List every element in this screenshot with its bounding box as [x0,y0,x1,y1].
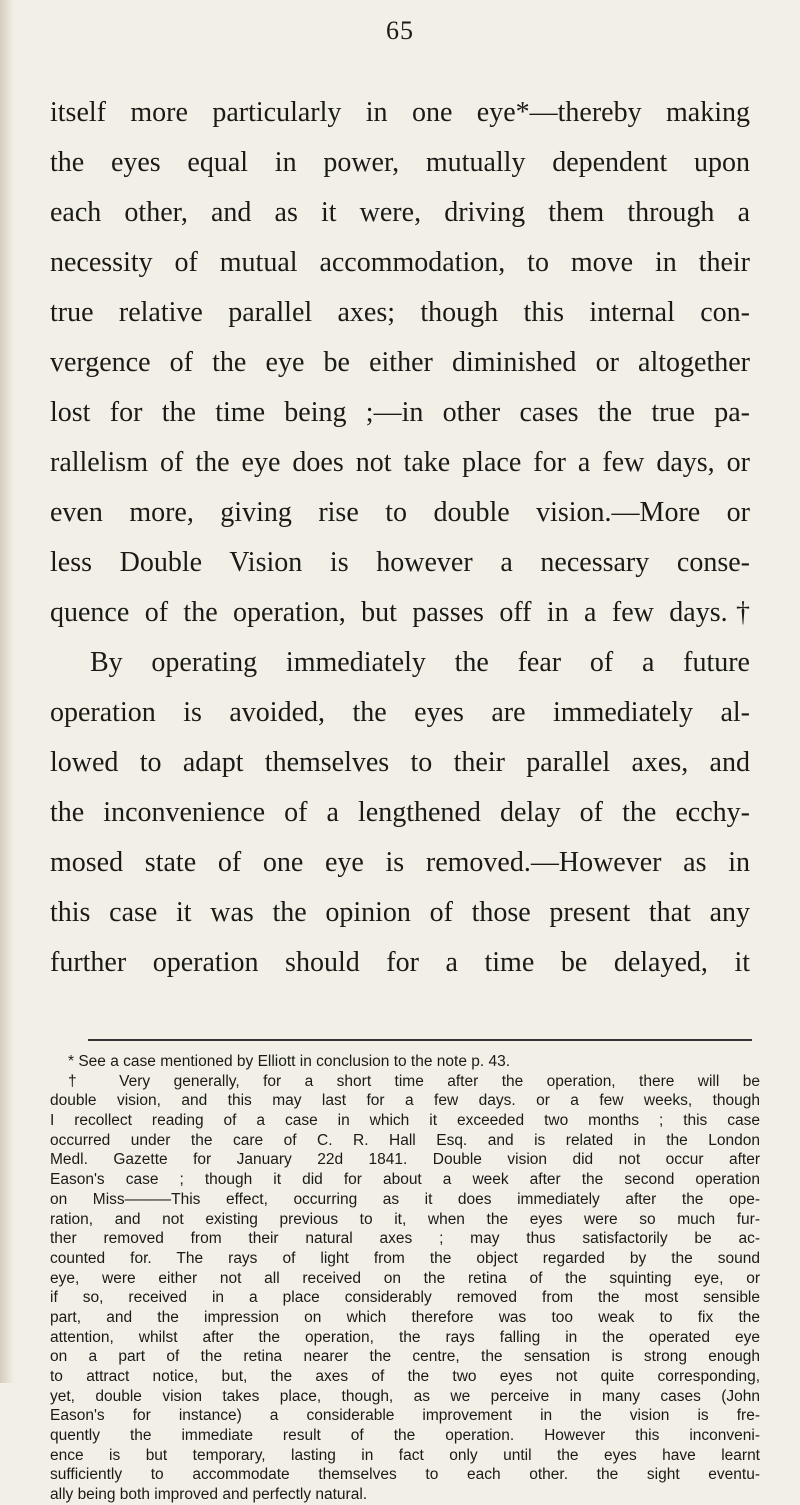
body-line: less Double Vision is however a necessary conse- [50,547,750,578]
body-line: each other, and as it were, driving them through a [50,197,750,228]
footnote-line: counted for. The rays of light from the object regarded by the sound [50,1249,760,1267]
body-line: the eyes equal in power, mutually dependent upon [50,147,750,178]
body-line: the inconvenience of a lengthened delay of the ecchy- [50,797,750,828]
footnote-line: I recollect reading of a case in which it exceeded two months ; this case [50,1112,760,1130]
body-line: rallelism of the eye does not take place for a few days, or [50,447,750,478]
footnote-line: sufficiently to accommodate themselves to each other. the sight eventu- [50,1466,760,1484]
footnote-line: on Miss———This effect, occurring as it does immediately after the ope- [50,1190,760,1208]
footnote-line: if so, received in a place considerably removed from the most sensible [50,1289,760,1307]
footnote-line: Eason's case ; though it did for about a week after the second operation [50,1171,760,1189]
page-edge-shadow [0,0,14,1383]
footnote-divider [88,1039,752,1041]
body-line: even more, giving rise to double vision.—More or [50,497,750,528]
body-line: this case it was the opinion of those present that any [50,897,750,928]
footnote-line: Medl. Gazette for January 22d 1841. Double vision did not occur after [50,1151,760,1169]
footnote-line: quently the immediate result of the operation. However this inconveni- [50,1427,760,1445]
footnote-line: * See a case mentioned by Elliott in conclusion to the note p. 43. [68,1053,511,1070]
footnote-line: Eason's for instance) a considerable improvement in the vision is fre- [50,1407,760,1425]
body-line: quence of the operation, but passes off in a few days.† [50,597,750,628]
footnote-line: part, and the impression on which therefore was too weak to fix the [50,1308,760,1326]
body-text [50,88,750,988]
footnote-line: yet, double vision takes place, though, as we perceive in many cases (John [50,1387,760,1405]
footnote-line: † Very generally, for a short time after the operation, there will be [68,1072,760,1090]
body-line: operation is avoided, the eyes are immediately al- [50,697,750,728]
footnote-line: ence is but temporary, lasting in fact only until the eyes have learnt [50,1446,760,1464]
footnote-line: ther removed from their natural axes ; may thus satisfactorily be ac- [50,1230,760,1248]
body-line: true relative parallel axes; though this internal con- [50,297,750,328]
footnote-line: to attract notice, but, the axes of the two eyes not quite corresponding, [50,1368,760,1385]
page-number: 65 [386,16,414,45]
footnote-line: eye, were either not all received on the retina of the squinting eye, or [50,1269,760,1287]
footnote-line: occurred under the care of C. R. Hall Esq. and is related in the London [50,1131,760,1149]
footnote-line: on a part of the retina nearer the centre, the sensation is strong enough [50,1348,760,1366]
body-line: mosed state of one eye is removed.—However as in [50,847,750,878]
body-line: By operating immediately the fear of a future [90,647,750,678]
body-line: necessity of mutual accommodation, to move in their [50,247,750,278]
footnotes [50,1052,760,1505]
footnote-line: ally being both improved and perfectly natural. [50,1486,368,1504]
body-line: lost for the time being ;—in other cases the true pa- [50,397,750,428]
body-line: itself more particularly in one eye*—thereby making [50,97,750,128]
body-line: further operation should for a time be delayed, it [50,947,750,978]
footnote-line: attention, whilst after the operation, the rays falling in the operated eye [50,1328,760,1346]
footnote-line: double vision, and this may last for a few days. or a few weeks, though [50,1092,760,1110]
body-line: lowed to adapt themselves to their parallel axes, and [50,747,750,778]
footnote-line: ration, and not existing previous to it, when the eyes were so much fur- [50,1210,760,1228]
body-line: vergence of the eye be either diminished or altogether [50,347,750,378]
